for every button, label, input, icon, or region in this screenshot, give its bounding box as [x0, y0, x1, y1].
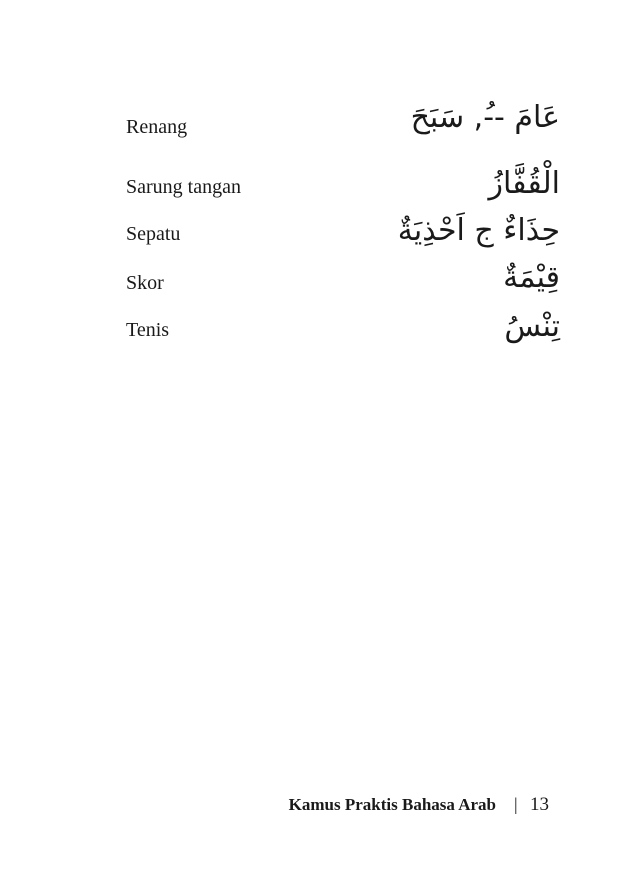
- term-label: Renang: [126, 116, 188, 138]
- footer-separator: |: [514, 794, 518, 814]
- entry-renang: [126, 98, 560, 148]
- book-title: Kamus Praktis Bahasa Arab: [288, 795, 496, 814]
- entry-tenis: [126, 303, 560, 353]
- arabic-translation: تِنْسُ: [504, 309, 560, 344]
- arabic-translation: حِذَاءٌ ج اَحْذِيَةٌ: [397, 213, 560, 248]
- term-label: Sepatu: [126, 223, 181, 245]
- term-label: Skor: [126, 272, 164, 294]
- entry-skor: [126, 256, 560, 306]
- entry-sepatu: [126, 209, 560, 259]
- page-number: 13: [530, 794, 549, 815]
- entry-sarung-tangan: [126, 162, 560, 212]
- arabic-translation: قِيْمَةٌ: [503, 260, 560, 295]
- page-footer: [0, 791, 638, 821]
- term-label: Sarung tangan: [126, 176, 241, 198]
- arabic-translation: الْقُفَّازُ: [488, 166, 560, 201]
- arabic-translation: عَامَ --ُ, سَبَحَ: [410, 100, 560, 135]
- term-label: Tenis: [126, 319, 170, 341]
